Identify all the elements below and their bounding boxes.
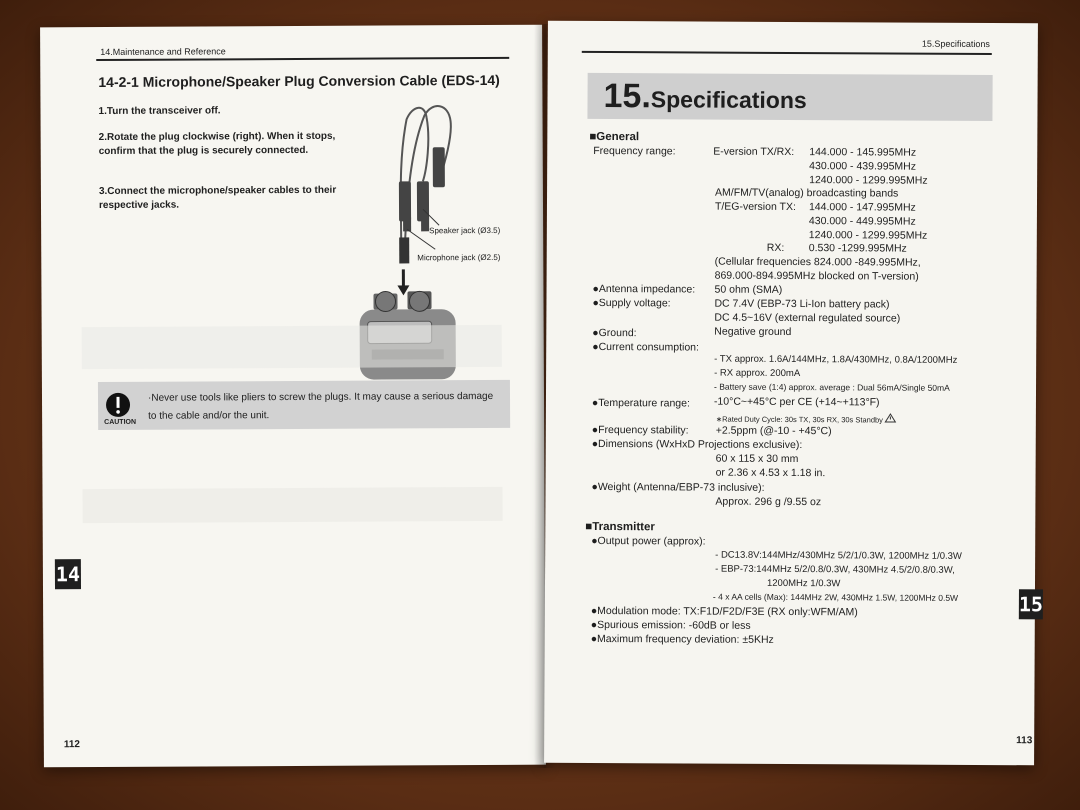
general-heading: ■General xyxy=(589,130,640,144)
left-page xyxy=(40,25,546,768)
step-3: 3.Connect the microphone/speaker cables to their respective jacks. xyxy=(98,184,337,212)
spec-value: 430.000 - 439.995MHz xyxy=(809,160,917,173)
supply-label: ●Supply voltage: xyxy=(592,296,671,310)
spec-value: -10°C~+45°C per CE (+14~+113°F) xyxy=(713,395,880,409)
caution-label: CAUTION xyxy=(104,418,137,426)
transmitter-heading: ■Transmitter xyxy=(585,520,655,534)
microphone-jack-label: Microphone jack (Ø2.5) xyxy=(417,252,501,263)
right-page-header: 15.Specifications xyxy=(921,38,990,50)
spec-value: AM/FM/TV(analog) broadcasting bands xyxy=(715,186,899,200)
rx-label: RX: xyxy=(766,241,785,254)
t-version-label: T/EG-version TX: xyxy=(714,200,796,214)
spec-value: DC 7.4V (EBP-73 Li-Ion battery pack) xyxy=(714,297,890,311)
left-page-header: 14.Maintenance and Reference xyxy=(100,46,226,58)
spec-value: 1200MHz 1/0.3W xyxy=(766,577,841,590)
spec-value: - 4 x AA cells (Max): 144MHz 2W, 430MHz 1.5W, 1200MHz 0.5W xyxy=(712,591,959,603)
header-rule xyxy=(96,57,509,61)
step-2: 2.Rotate the plug clockwise (right). When it stops, confirm that the plug is securely connected. xyxy=(98,130,336,158)
duty-cycle-note: ∗Rated Duty Cycle: 30s TX, 30s RX, 30s Standby xyxy=(716,413,896,425)
output-power-label: ●Output power (approx): xyxy=(591,534,706,548)
print-through xyxy=(82,325,502,369)
temperature-label: ●Temperature range: xyxy=(591,396,690,410)
page-number: 112 xyxy=(63,739,80,751)
spec-value: Negative ground xyxy=(714,325,792,339)
spec-value: (Cellular frequencies 824.000 -849.995MHz, xyxy=(714,255,921,269)
spec-value: - DC13.8V:144MHz/430MHz 5/2/1/0.3W, 1200MHz 1/0.3W xyxy=(715,549,962,562)
spec-value: or 2.36 x 4.53 x 1.18 in. xyxy=(715,466,826,480)
spec-value: - EBP-73:144MHz 5/2/0.8/0.3W, 430MHz 4.5/2/0.8/0.3W, xyxy=(715,563,955,576)
header-rule xyxy=(582,51,992,55)
step-1: 1.Turn the transceiver off. xyxy=(98,105,221,118)
spec-value: DC 4.5~16V (external regulated source) xyxy=(714,311,901,325)
spec-value: 869.000-894.995MHz blocked on T-version) xyxy=(714,269,919,283)
stability-label: ●Frequency stability: xyxy=(591,423,689,437)
dimensions-label: ●Dimensions (WxHxD Projections exclusive): xyxy=(591,437,803,452)
plug-body xyxy=(399,237,409,263)
caution-box xyxy=(98,380,510,430)
chapter-tab-14: 14 xyxy=(55,559,81,589)
caution-text: ·Never use tools like pliers to screw the plugs. It may cause a serious damage to the cable and/or the unit. xyxy=(147,390,494,422)
chapter-title: 15.Specifications xyxy=(603,77,807,116)
spec-value: 1240.000 - 1299.995MHz xyxy=(809,174,928,187)
page-number: 113 xyxy=(1016,735,1033,747)
caution-icon xyxy=(106,393,130,417)
print-through xyxy=(82,487,502,523)
weight-label: ●Weight (Antenna/EBP-73 inclusive): xyxy=(591,480,765,494)
spec-value: 1240.000 - 1299.995MHz xyxy=(808,229,928,242)
warning-icon xyxy=(885,413,896,422)
antenna-label: ●Antenna impedance: xyxy=(592,282,696,296)
e-version-label: E-version TX/RX: xyxy=(713,145,795,159)
spec-value: 50 ohm (SMA) xyxy=(714,283,783,296)
deviation-line: ●Maximum frequency deviation: ±5KHz xyxy=(590,632,774,646)
spec-value: - RX approx. 200mA xyxy=(714,367,801,380)
ground-label: ●Ground: xyxy=(592,326,637,340)
spec-value: 144.000 - 145.995MHz xyxy=(809,146,917,159)
spec-value: 60 x 115 x 30 mm xyxy=(715,452,799,466)
spec-value: - Battery save (1:4) approx. average : Dual 56mA/Single 50mA xyxy=(714,381,950,393)
speaker-jack-label: Speaker jack (Ø3.5) xyxy=(429,225,501,236)
current-label: ●Current consumption: xyxy=(592,340,700,354)
spec-value: Approx. 296 g /9.55 oz xyxy=(715,495,822,509)
spec-value: 430.000 - 449.995MHz xyxy=(808,215,916,228)
spec-value: +2.5ppm (@-10 - +45°C) xyxy=(715,424,832,438)
chapter-tab-15: 15 xyxy=(1019,589,1043,619)
spec-value: 144.000 - 147.995MHz xyxy=(808,201,916,214)
section-title: 14-2-1 Microphone/Speaker Plug Conversion Cable (EDS-14) xyxy=(98,71,500,91)
frequency-label: Frequency range: xyxy=(593,144,676,158)
spec-value: 0.530 -1299.995MHz xyxy=(808,242,907,255)
right-page xyxy=(544,21,1044,766)
spec-value: - TX approx. 1.6A/144MHz, 1.8A/430MHz, 0.8A/1200MHz xyxy=(714,353,958,366)
spurious-line: ●Spurious emission: -60dB or less xyxy=(590,618,751,632)
modulation-line: ●Modulation mode: TX:F1D/F2D/F3E (RX only:WFM/AM) xyxy=(590,604,858,619)
